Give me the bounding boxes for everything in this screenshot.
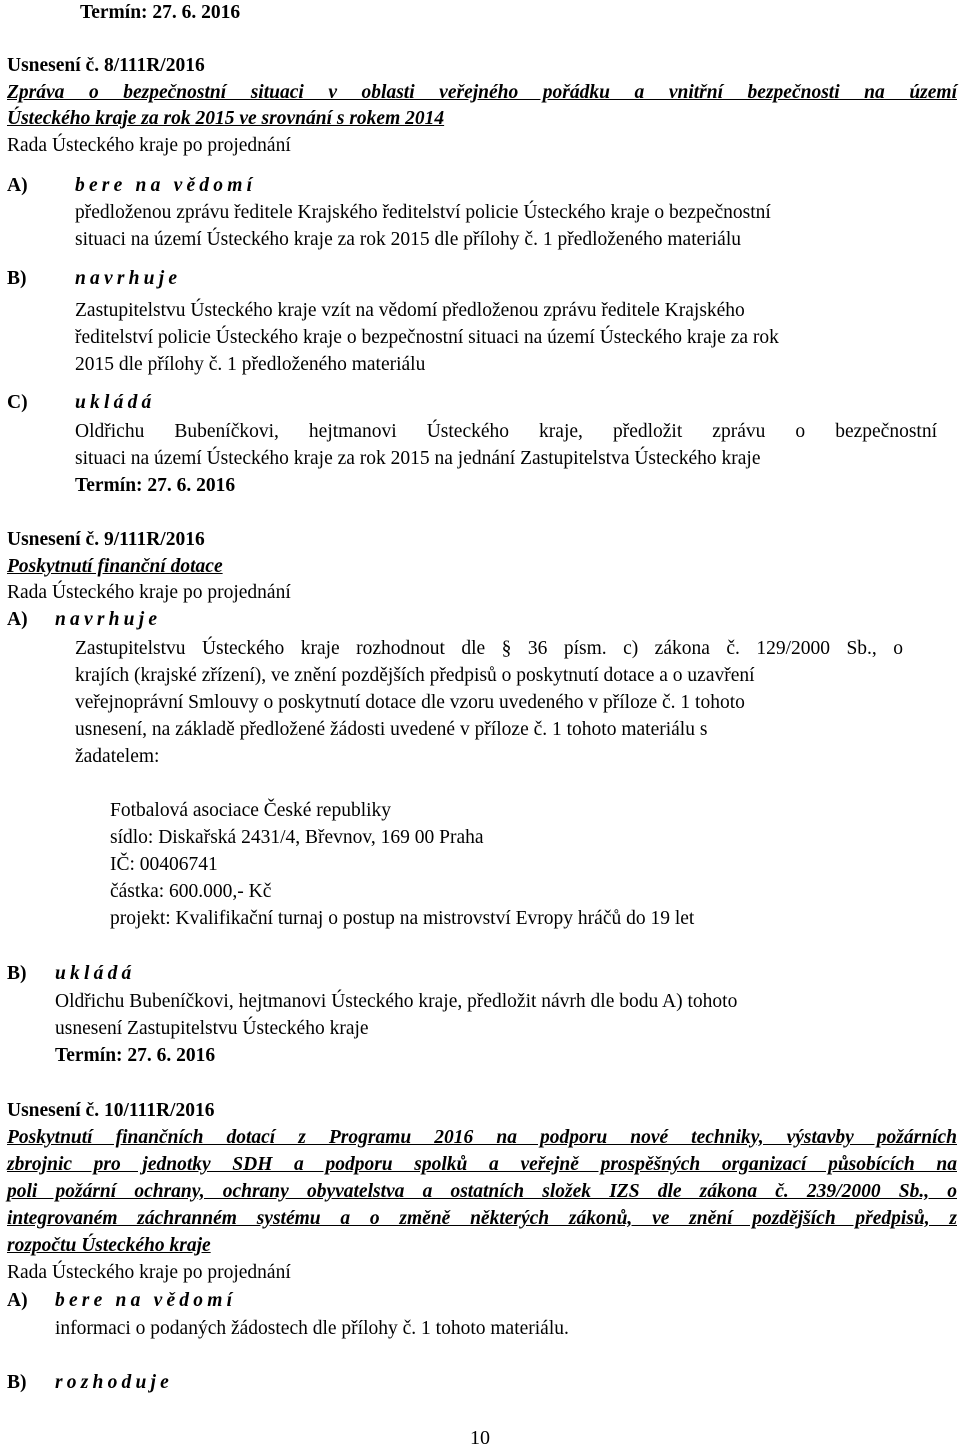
clause-verb: bere na vědomí (55, 1290, 237, 1311)
clause-text: veřejnoprávní Smlouvy o poskytnutí dotace dle vzoru uvedeného v příloze č. 1 tohoto (75, 692, 745, 713)
applicant-name: Fotbalová asociace České republiky (110, 800, 392, 821)
resolution-title: poli požární ochrany, ochrany obyvatelstva a ostatních složek IZS dle zákona č. 239/2000 Sb., o (7, 1181, 957, 1202)
council-intro: Rada Ústeckého kraje po projednání (7, 1262, 291, 1283)
applicant-project: projekt: Kvalifikační turnaj o postup na mistrovství Evropy hráčů do 19 let (110, 908, 695, 929)
clause-label: A) (7, 1290, 28, 1311)
resolution-title: Poskytnutí finanční dotace (7, 556, 223, 577)
clause-text: usnesení Zastupitelstvu Ústeckého kraje (55, 1018, 369, 1039)
clause-text: informaci o podaných žádostech dle přílohy č. 1 tohoto materiálu. (55, 1318, 569, 1339)
resolution-number: Usnesení č. 8/111R/2016 (7, 55, 205, 76)
clause-verb: navrhuje (55, 609, 162, 630)
clause-text: situaci na území Ústeckého kraje za rok 2015 na jednání Zastupitelstva Ústeckého kraje (75, 448, 761, 469)
resolution-number: Usnesení č. 10/111R/2016 (7, 1100, 215, 1121)
clause-label: B) (7, 963, 27, 984)
clause-verb: navrhuje (75, 268, 182, 289)
clause-text: Zastupitelstvu Ústeckého kraje vzít na vědomí předloženou zprávu ředitele Krajského (75, 300, 745, 321)
applicant-amount: částka: 600.000,- Kč (110, 881, 272, 902)
clause-text: 2015 dle přílohy č. 1 předloženého materiálu (75, 354, 426, 375)
council-intro: Rada Ústeckého kraje po projednání (7, 582, 291, 603)
resolution-title: Zpráva o bezpečnostní situaci v oblasti veřejného pořádku a vnitřní bezpečnosti na území (7, 82, 957, 103)
page-number: 10 (470, 1427, 490, 1449)
deadline: Termín: 27. 6. 2016 (80, 2, 241, 23)
clause-text: žadatelem: (75, 746, 160, 767)
clause-verb: ukládá (55, 963, 136, 984)
clause-verb: bere na vědomí (75, 175, 257, 196)
clause-verb: ukládá (75, 392, 156, 413)
clause-label: B) (7, 268, 27, 289)
clause-label: B) (7, 1372, 27, 1393)
clause-text: Oldřichu Bubeníčkovi, hejtmanovi Ústeckého kraje, předložit návrh dle bodu A) tohoto (55, 991, 738, 1012)
clause-text: ředitelství policie Ústeckého kraje o bezpečnostní situaci na území Ústeckého kraje za rok (75, 327, 779, 348)
clause-verb: rozhoduje (55, 1372, 173, 1393)
applicant-ico: IČ: 00406741 (110, 854, 218, 875)
resolution-title: rozpočtu Ústeckého kraje (7, 1235, 211, 1256)
clause-text: předloženou zprávu ředitele Krajského ředitelství policie Ústeckého kraje o bezpečnostní (75, 202, 771, 223)
clause-text: Oldřichu Bubeníčkovi, hejtmanovi Ústeckého kraje, předložit zprávu o bezpečnostní (75, 421, 937, 442)
resolution-number: Usnesení č. 9/111R/2016 (7, 529, 205, 550)
applicant-seat: sídlo: Diskařská 2431/4, Břevnov, 169 00 Praha (110, 827, 484, 848)
clause-label: C) (7, 392, 28, 413)
clause-text: usnesení, na základě předložené žádosti uvedené v příloze č. 1 tohoto materiálu s (75, 719, 708, 740)
clause-label: A) (7, 609, 28, 630)
council-intro: Rada Ústeckého kraje po projednání (7, 135, 291, 156)
clause-label: A) (7, 175, 28, 196)
resolution-title: zbrojnic pro jednotky SDH a podporu spolků a veřejně prospěšných organizací působících na (7, 1154, 957, 1175)
clause-text: situaci na území Ústeckého kraje za rok 2015 dle přílohy č. 1 předloženého materiálu (75, 229, 741, 250)
resolution-title: Ústeckého kraje za rok 2015 ve srovnání s rokem 2014 (7, 108, 445, 129)
deadline: Termín: 27. 6. 2016 (55, 1045, 216, 1066)
clause-text: Zastupitelstvu Ústeckého kraje rozhodnout dle § 36 písm. c) zákona č. 129/2000 Sb., o (75, 638, 903, 659)
resolution-title: Poskytnutí finančních dotací z Programu 2016 na podporu nové techniky, výstavby požárních (7, 1127, 957, 1148)
deadline: Termín: 27. 6. 2016 (75, 475, 236, 496)
resolution-title: integrovaném záchranném systému a o změně některých zákonů, ve znění pozdějších předpisů, z (7, 1208, 957, 1229)
clause-text: krajích (krajské zřízení), ve znění pozdějších předpisů o poskytnutí dotace a o uzavření (75, 665, 755, 686)
